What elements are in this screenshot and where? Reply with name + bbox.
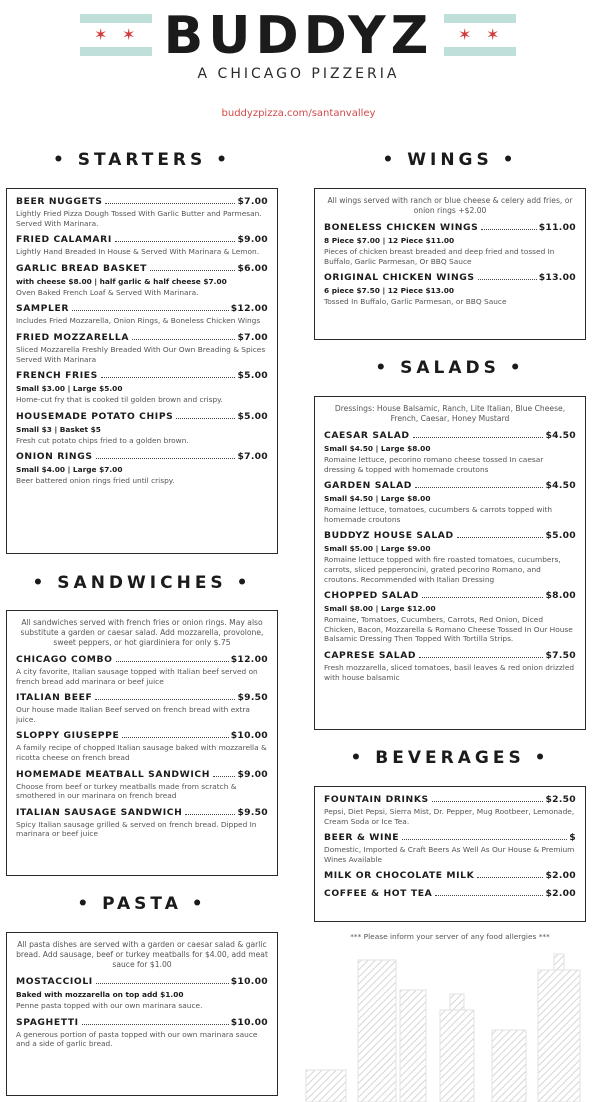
item-price: $12.00 (230, 303, 268, 315)
menu-item-buddyz-house-salad (324, 530, 576, 584)
item-description: Romaine lettuce topped with fire roasted tomatoes, cucumbers, carrots, sliced pepperoncini, grated pecorino Romano, and croutons. Recommended with Italian Dressing (324, 555, 561, 584)
salads-panel (314, 396, 586, 730)
item-name: CAPRESE SALAD (324, 649, 417, 661)
item-name: SPAGHETTI (16, 1016, 79, 1028)
item-size-options: 8 Piece $7.00 | 12 Piece $11.00 (324, 236, 455, 245)
item-name: CHOPPED SALAD (324, 590, 419, 602)
sandwiches-intro: All sandwiches served with french fries or onion rings. May also substitute a garden or caesar salad. Add mozzarella, provolone, sweet peppers, or hot giardiniera for only $.75 (20, 618, 264, 647)
item-price: $13.00 (538, 272, 576, 284)
item-size-options: with cheese $8.00 | half garlic & half cheese $7.00 (16, 276, 227, 286)
dot-leader (481, 229, 536, 230)
dot-leader (150, 270, 235, 271)
menu-item-coffee-hot-tea (324, 888, 576, 900)
item-description: Tossed In Buffalo, Garlic Parmesan, or BBQ Sauce (324, 297, 507, 307)
item-name: ITALIAN SAUSAGE SANDWICH (16, 806, 183, 818)
item-size-options: Small $4.50 | Large $8.00 (324, 444, 431, 453)
menu-item-sampler (16, 303, 268, 326)
menu-item-italian-beef (16, 692, 268, 724)
starters-panel (6, 188, 278, 554)
item-description: Fresh mozzarella, sliced tomatoes, basil leaves & red onion drizzled with house balsamic (324, 662, 575, 682)
dot-leader (415, 487, 543, 488)
item-price: $10.00 (230, 1016, 268, 1028)
item-description: Oven Baked French Loaf & Served With Marinara. (16, 287, 199, 297)
section-title-wings: • WINGS • (382, 150, 518, 170)
item-description: A generous portion of pasta topped with our own marinara sauce and a side of garlic bread. (16, 1029, 258, 1049)
dot-leader (477, 877, 543, 878)
menu-item-italian-sausage-sandwich (16, 807, 268, 839)
dot-leader (122, 737, 228, 738)
menu-item-sloppy-giuseppe (16, 730, 268, 762)
item-description: Home-cut fry that is cooked til golden brown and crispy. (16, 395, 223, 405)
menu-item-garlic-bread-basket (16, 263, 268, 298)
menu-item-fried-mozzarella (16, 332, 268, 364)
salads-intro: Dressings: House Balsamic, Ranch, Lite Italian, Blue Cheese, French, Caesar, Honey Mustard (334, 404, 566, 423)
dot-leader (185, 814, 235, 815)
item-price: $10.00 (230, 730, 268, 742)
item-description: Choose from beef or turkey meatballs made from scratch & smothered in our marinara on french bread (16, 781, 237, 801)
section-title-beverages: • BEVERAGES • (350, 748, 550, 768)
dot-leader (132, 339, 235, 340)
item-name: BEER NUGGETS (16, 196, 103, 207)
item-size-options: Small $3.00 | Large $5.00 (16, 384, 123, 394)
tagline: A CHICAGO PIZZERIA (197, 66, 400, 82)
item-price: $2.00 (545, 888, 576, 900)
dot-leader (95, 699, 235, 700)
item-name: ITALIAN BEEF (16, 692, 93, 704)
item-description: Includes Fried Mozzarella, Onion Rings, & Boneless Chicken Wings (16, 316, 261, 326)
item-price: $10.00 (230, 976, 268, 987)
item-name: FRIED MOZZARELLA (16, 331, 130, 343)
item-name: SAMPLER (16, 303, 70, 315)
item-price: $7.00 (237, 331, 268, 343)
menu-item-onion-rings (16, 451, 268, 486)
dot-leader (72, 310, 229, 311)
item-description: Our house made Italian Beef served on french bread with extra juice. (16, 705, 250, 724)
item-description: Pepsi, Diet Pepsi, Sierra Mist, Dr. Pepper, Mug Rootbeer, Lemonade, Cream Soda or Ice Tea. (324, 807, 575, 826)
item-name: BONELESS CHICKEN WINGS (324, 222, 479, 233)
item-name: FRENCH FRIES (16, 370, 98, 382)
dot-leader (402, 839, 567, 840)
item-name: MOSTACCIOLI (16, 976, 93, 987)
item-size-options: Small $5.00 | Large $9.00 (324, 544, 431, 554)
item-price: $9.50 (237, 806, 268, 818)
item-price: $5.00 (237, 410, 268, 422)
item-size-options: Small $8.00 | Large $12.00 (324, 604, 436, 614)
star-icon: ✶ (486, 25, 500, 44)
item-name: HOUSEMADE POTATO CHIPS (16, 410, 174, 422)
item-name: ONION RINGS (16, 451, 93, 463)
item-description: Beer battered onion rings fried until crispy. (16, 476, 175, 486)
wings-intro: All wings served with ranch or blue cheese & celery add fries, or onion rings +$2.00 (327, 196, 573, 215)
item-description: Sliced Mozzarella Freshly Breaded With Our Own Breading & Spices Served With Marinara (16, 344, 266, 364)
item-name: FOUNTAIN DRINKS (324, 794, 429, 805)
dot-leader (213, 776, 235, 777)
item-name: MILK OR CHOCOLATE MILK (324, 870, 475, 882)
item-name: HOMEMADE MEATBALL SANDWICH (16, 768, 211, 780)
menu-item-caprese-salad (324, 650, 576, 682)
chicago-flag-left (80, 14, 152, 56)
menu-item-original-chicken-wings (324, 272, 576, 307)
star-icon: ✶ (122, 25, 136, 44)
item-price: $6.00 (237, 262, 268, 274)
menu-item-chopped-salad (324, 590, 576, 644)
dot-leader (419, 657, 543, 658)
item-description: Romaine, Tomatoes, Cucumbers, Carrots, Red Onion, Diced Chicken, Bacon, Mozzarella & Romano Cheese Tossed In Our House Balsamic Dressing Then Topped With Tortilla Strips. (324, 615, 573, 644)
item-name: CHICAGO COMBO (16, 654, 113, 665)
item-name: ORIGINAL CHICKEN WINGS (324, 272, 475, 284)
item-price: $ (569, 832, 576, 844)
website-link[interactable]: buddyzpizza.com/santanvalley (221, 108, 376, 119)
item-price: $4.50 (545, 430, 576, 441)
website-url (0, 108, 597, 119)
menu-item-beer-wine (324, 832, 576, 864)
dot-leader (478, 279, 537, 280)
item-price: $12.00 (230, 654, 268, 665)
item-price: $7.50 (545, 649, 576, 661)
dot-leader (435, 895, 543, 896)
item-price: $4.50 (545, 480, 576, 492)
section-title-pasta: • PASTA • (77, 894, 207, 914)
beverages-panel (314, 786, 586, 922)
dot-leader (176, 418, 235, 419)
dot-leader (82, 1024, 229, 1025)
menu-item-caesar-salad (324, 430, 576, 474)
item-name: COFFEE & HOT TEA (324, 888, 433, 900)
item-price: $2.50 (545, 794, 576, 805)
menu-item-mostaccioli (16, 976, 268, 1011)
item-price: $2.00 (545, 870, 576, 882)
dot-leader (115, 241, 236, 242)
item-description: Fresh cut potato chips fried to a golden brown. (16, 435, 189, 445)
brand-logo: BUDDYZ (163, 6, 434, 66)
menu-item-homemade-meatball-sandwich (16, 769, 268, 801)
dot-leader (413, 437, 544, 438)
item-price: $9.00 (237, 234, 268, 246)
item-name: GARDEN SALAD (324, 480, 413, 492)
chicago-skyline-graphic (300, 950, 597, 1102)
item-price: $5.00 (545, 530, 576, 542)
item-size-options: 6 piece $7.50 | 12 Piece $13.00 (324, 286, 455, 296)
star-icon: ✶ (94, 25, 108, 44)
menu-item-fried-calamari (16, 234, 268, 257)
item-price: $7.00 (237, 196, 268, 207)
item-size-options: Small $4.00 | Large $7.00 (16, 465, 123, 475)
item-price: $8.00 (545, 590, 576, 602)
dot-leader (96, 458, 236, 459)
item-name: BUDDYZ HOUSE SALAD (324, 530, 454, 542)
item-description: A family recipe of chopped Italian sausage baked with mozzarella & ricotta cheese on french bread (16, 743, 267, 762)
item-name: BEER & WINE (324, 832, 400, 844)
item-description: Lightly Hand Breaded In House & Served With Marinara & Lemon. (16, 247, 260, 257)
menu-item-fountain-drinks (324, 794, 576, 826)
item-size-options: Small $4.50 | Large $8.00 (324, 494, 431, 504)
menu-item-chicago-combo (16, 654, 268, 686)
pasta-intro: All pasta dishes are served with a garden or caesar salad & garlic bread. Add sausage, beef or turkey meatballs for $4.00, add meat sauce for $1.00 (16, 940, 268, 969)
menu-item-milk-or-chocolate-milk (324, 870, 576, 882)
dot-leader (432, 801, 544, 802)
dot-leader (105, 203, 235, 204)
item-price: $7.00 (237, 451, 268, 463)
chicago-flag-right (444, 14, 516, 56)
dot-leader (457, 537, 544, 538)
item-price: $11.00 (538, 222, 576, 233)
menu-item-beer-nuggets (16, 196, 268, 228)
sandwiches-panel (6, 610, 278, 876)
item-price: $9.00 (237, 768, 268, 780)
dot-leader (422, 597, 544, 598)
item-name: CAESAR SALAD (324, 430, 410, 441)
menu-item-french-fries (16, 370, 268, 405)
dot-leader (101, 377, 236, 378)
menu-item-garden-salad (324, 480, 576, 524)
item-description: Penne pasta topped with our own marinara sauce. (16, 1001, 203, 1010)
item-size-options: Small $3 | Basket $5 (16, 424, 101, 434)
menu-item-boneless-chicken-wings (324, 222, 576, 266)
item-description: Romaine lettuce, tomatoes, cucumbers & carrots topped with homemade croutons (324, 505, 553, 524)
item-size-options: Baked with mozzarella on top add $1.00 (16, 990, 184, 999)
item-description: Lightly Fried Pizza Dough Tossed With Garlic Butter and Parmesan. Served With Marinara. (16, 209, 262, 228)
wings-panel (314, 188, 586, 340)
item-name: SLOPPY GIUSEPPE (16, 730, 120, 742)
menu-item-housemade-potato-chips (16, 411, 268, 446)
star-icon: ✶ (458, 25, 472, 44)
dot-leader (96, 983, 229, 984)
item-description: Domestic, Imported & Craft Beers As Well As Our House & Premium Wines Available (324, 845, 575, 864)
item-description: Spicy Italian sausage grilled & served on french bread. Dipped In marinara or beef juice (16, 819, 257, 839)
menu-item-spaghetti (16, 1017, 268, 1049)
section-title-salads: • SALADS • (375, 358, 525, 378)
pasta-panel (6, 932, 278, 1096)
allergy-note: *** Please inform your server of any food allergies *** (350, 932, 550, 941)
item-description: Romaine lettuce, pecorino romano cheese tossed In caesar dressing & topped with homemade croutons (324, 455, 544, 474)
section-title-sandwiches: • SANDWICHES • (32, 573, 252, 593)
item-price: $9.50 (237, 692, 268, 704)
item-description: Pieces of chicken breast breaded and deep fried and tossed In Buffalo, Garlic Parmesan, Or BBQ Sauce (324, 247, 555, 266)
item-price: $5.00 (237, 370, 268, 382)
item-description: A city favorite, Italian sausage topped with Italian beef served on french bread add marinara or beef juice (16, 667, 258, 686)
dot-leader (116, 661, 229, 662)
item-name: FRIED CALAMARI (16, 234, 112, 246)
item-name: GARLIC BREAD BASKET (16, 262, 148, 274)
section-title-starters: • STARTERS • (52, 150, 232, 170)
